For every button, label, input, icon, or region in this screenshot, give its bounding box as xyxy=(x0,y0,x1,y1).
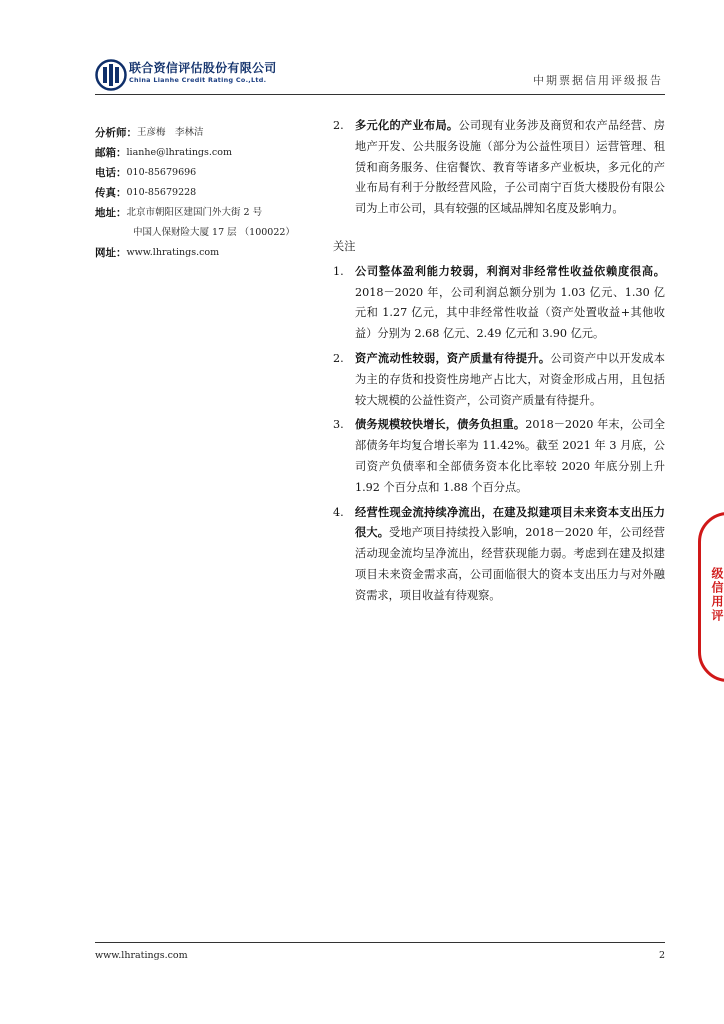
company-logo-icon xyxy=(95,59,127,91)
analyst-value: 王彦梅 李林洁 xyxy=(137,127,204,138)
email-value[interactable]: lianhe@lhratings.com xyxy=(126,147,232,158)
page-header xyxy=(95,58,665,92)
concern-item-3 xyxy=(333,415,665,498)
contact-info xyxy=(95,123,317,263)
website-row xyxy=(95,243,317,263)
analyst-label: 分析师： xyxy=(95,127,137,139)
concern-item-4 xyxy=(333,503,665,607)
website-value[interactable]: www.lhratings.com xyxy=(126,247,220,258)
website-label: 网址： xyxy=(95,247,127,259)
address-label: 地址： xyxy=(95,207,127,219)
fax-label: 传真： xyxy=(95,187,127,199)
report-title: 中期票据信用评级报告 xyxy=(533,74,663,87)
item-text: 公司资产中以开发成本为主的存货和投资性房地产占比大，对资金形成占用，且包括较大规模的公益性资产，公司资产质量有待提升。 xyxy=(355,351,665,407)
concern-item-1 xyxy=(333,262,665,345)
footer-divider xyxy=(95,942,665,943)
item-number: 1. xyxy=(333,264,344,278)
item-title: 多元化的产业布局。 xyxy=(355,119,459,132)
item-text: 受地产项目持续投入影响，2018－2020 年，公司经营活动现金流均呈净流出，经营获现能力弱。考虑到在建及拟建项目未来资金需求高，公司面临很大的资本支出压力与对外融资需求，项目收益有待观察。 xyxy=(355,526,665,602)
company-seal-stamp xyxy=(698,512,724,682)
header-divider xyxy=(95,94,665,95)
company-name-en: China Lianhe Credit Rating Co.,Ltd. xyxy=(129,76,267,84)
analyst-row xyxy=(95,123,317,143)
item-title: 资产流动性较弱，资产质量有待提升。 xyxy=(355,351,551,365)
address-line2: 中国人保财险大厦 17 层 （100022） xyxy=(133,227,295,238)
phone-value: 010-85679696 xyxy=(126,167,197,178)
phone-row xyxy=(95,163,317,183)
phone-label: 电话： xyxy=(95,167,127,179)
email-label: 邮箱： xyxy=(95,147,127,159)
item-title: 经营性现金流持续净流出，在建及拟建项目未来资本支出压力很大。 xyxy=(355,505,665,540)
item-title: 债务规模较快增长，债务负担重。 xyxy=(355,418,526,432)
page-number: 2 xyxy=(658,950,665,961)
item-number: 4. xyxy=(333,505,344,519)
item-title: 公司整体盈利能力较弱，利润对非经常性收益依赖度很高。 xyxy=(355,264,665,278)
item-number: 2. xyxy=(333,119,344,132)
item-text: 2018－2020 年，公司利润总额分别为 1.03 亿元、1.30 亿元和 1.27 亿元，其中非经常性收益（资产处置收益+其他收益）分别为 2.68 亿元、2.49 亿元和 3.90 亿元。 xyxy=(355,285,665,341)
main-content xyxy=(333,116,665,607)
concerns-heading: 关注 xyxy=(333,239,356,253)
address-line1: 北京市朝阳区建国门外大街 2 号 xyxy=(126,207,263,218)
address-row xyxy=(95,203,317,223)
company-name-cn: 联合资信评估股份有限公司 xyxy=(129,61,277,75)
item-text: 公司现有业务涉及商贸和农产品经营、房地产开发、公共服务设施（部分为公益性项目）运营管理、租赁和商务服务、住宿餐饮、教育等诸多产业板块，多元化的产业布局有利于分散经营风险，子公司南宁百货大楼股份有限公司为上市公司，具有较强的区域品牌知名度及影响力。 xyxy=(355,119,665,216)
item-number: 3. xyxy=(333,418,344,432)
fax-value: 010-85679228 xyxy=(126,187,197,198)
concern-item-2 xyxy=(333,349,665,411)
strength-item-2 xyxy=(333,116,665,220)
footer-url[interactable]: www.lhratings.com xyxy=(95,950,188,961)
fax-row xyxy=(95,183,317,203)
stamp-text: 级信用评 xyxy=(710,567,724,623)
item-number: 2. xyxy=(333,351,344,365)
item-text: 2018－2020 年末，公司全部债务年均复合增长率为 11.42%。截至 2021 年 3 月底，公司资产负债率和全部债务资本化比率较 2020 年底分别上升 1.92 个百分点和 1.88 个百分点。 xyxy=(355,418,665,494)
email-row xyxy=(95,143,317,163)
